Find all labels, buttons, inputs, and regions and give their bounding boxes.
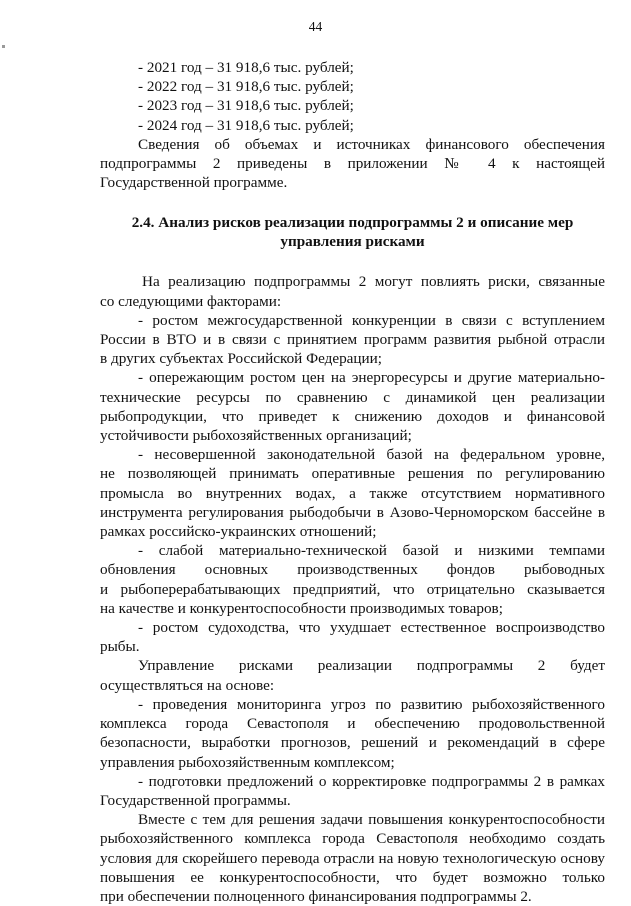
scan-mark <box>2 45 5 48</box>
body-line: - слабой материально-технической базой и низкими темпами <box>138 542 605 560</box>
section-heading: 2.4. Анализ рисков реализации подпрограммы 2 и описание мер <box>131 214 574 232</box>
body-line: условия для скорейшего перевода отрасли на новую технологическую основу <box>100 849 605 867</box>
funding-year-line: - 2021 год – 31 918,6 тыс. рублей; <box>138 59 354 76</box>
body-line: - ростом межгосударственной конкуренции в связи с вступлением <box>138 311 605 329</box>
paragraph-line: Государственной программе. <box>100 174 288 192</box>
body-line: повышения ее конкурентоспособности, что будет возможно только <box>100 868 605 886</box>
body-line: рыбопродукции, что приведет к снижению доходов и финансовой <box>100 407 605 425</box>
body-line: - несовершенной законодательной базой на федеральном уровне, <box>138 446 605 464</box>
body-line: - проведения мониторинга угроз по развитию рыбохозяйственного <box>138 695 605 713</box>
paragraph-line: Сведения об объемах и источниках финансового обеспечения <box>138 135 605 153</box>
body-line: На реализацию подпрограммы 2 могут повлиять риски, связанные <box>142 273 605 291</box>
body-line: осуществляться на основе: <box>100 676 275 694</box>
body-line: Вместе с тем для решения задачи повышения конкурентоспособности <box>138 811 605 829</box>
body-line: безопасности, выработки прогнозов, решений и рекомендаций в сфере <box>100 734 605 752</box>
body-line: - подготовки предложений о корректировке подпрограммы 2 в рамках <box>138 772 605 790</box>
body-line: России в ВТО и в связи с принятием программ развития рыбной отрасли <box>100 331 605 349</box>
body-line: - опережающим ростом цен на энергоресурсы и другие материально- <box>138 369 605 387</box>
body-line: в других субъектах Российской Федерации; <box>100 350 383 368</box>
paragraph-line: подпрограммы 2 приведены в приложении № 4 к настоящей <box>100 155 605 173</box>
body-line: технические ресурсы по сравнению с динамикой цен реализации <box>100 388 605 406</box>
page-number: 44 <box>308 19 323 34</box>
body-line: не позволяющей принимать оперативные решения по регулированию <box>100 465 605 483</box>
body-line: рыбы. <box>100 638 140 656</box>
body-line: устойчивости рыбохозяйственных организаций; <box>100 427 412 445</box>
body-line: Управление рисками реализации подпрограммы 2 будет <box>138 657 605 675</box>
body-line: на качестве и конкурентоспособности производимых товаров; <box>100 599 503 617</box>
funding-year-line: - 2022 год – 31 918,6 тыс. рублей; <box>138 78 354 96</box>
body-line: рамках российско-украинских отношений; <box>100 523 377 541</box>
body-line: рыбохозяйственного комплекса города Севастополя необходимо создать <box>100 830 605 848</box>
body-line: инструмента регулирования рыбодобычи в Азово-Черноморском бассейне в <box>100 503 605 521</box>
body-line: со следующими факторами: <box>100 292 282 310</box>
funding-year-line: - 2024 год – 31 918,6 тыс. рублей; <box>138 116 354 134</box>
body-line: промысла во внутренних водах, а также отсутствием нормативного <box>100 484 605 502</box>
page-content <box>100 58 605 906</box>
body-line: управления рыбохозяйственным комплексом; <box>100 753 395 771</box>
body-line: и рыбоперерабатывающих предприятий, что отрицательно сказывается <box>100 580 605 598</box>
section-heading: управления рисками <box>280 232 425 250</box>
body-line: комплекса города Севастополя и обеспечению продовольственной <box>100 715 605 733</box>
body-line: Государственной программы. <box>100 791 291 809</box>
body-line: - ростом судоходства, что ухудшает естественное воспроизводство <box>138 619 605 637</box>
body-line: при обеспечении полноценного финансирования подпрограммы 2. <box>100 887 532 905</box>
funding-year-line: - 2023 год – 31 918,6 тыс. рублей; <box>138 97 354 115</box>
body-line: обновления основных производственных фондов рыбоводных <box>100 561 605 579</box>
